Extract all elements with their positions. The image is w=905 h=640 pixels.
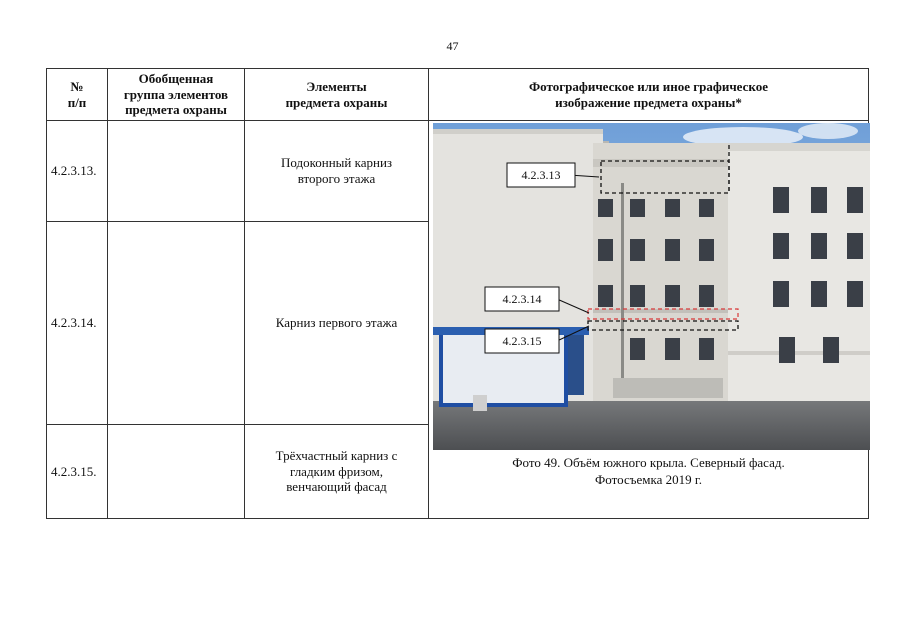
header-elements: Элементы предмета охраны	[245, 69, 429, 121]
row-element: Трёхчастный карниз с гладким фризом, венчающий фасад	[245, 425, 429, 519]
page-number: 47	[446, 39, 459, 53]
header-number: № п/п	[47, 69, 108, 121]
row-group	[108, 121, 245, 222]
row-number: 4.2.3.13.	[47, 121, 108, 222]
callout-4-2-3-14: 4.2.3.14	[502, 292, 542, 306]
row-number: 4.2.3.15.	[47, 425, 108, 519]
heritage-elements-table	[46, 68, 869, 519]
row-element: Карниз первого этажа	[245, 222, 429, 425]
callout-4-2-3-13: 4.2.3.13	[521, 168, 561, 182]
facade-photo	[433, 123, 870, 450]
table-header-row	[47, 69, 869, 121]
callout-4-2-3-15: 4.2.3.15	[502, 334, 542, 348]
row-group	[108, 222, 245, 425]
table-row	[47, 121, 869, 222]
header-group: Обобщенная группа элементов предмета охраны	[108, 69, 245, 121]
row-group	[108, 425, 245, 519]
row-element: Подоконный карниз второго этажа	[245, 121, 429, 222]
photo-cell	[429, 121, 869, 519]
row-number: 4.2.3.14.	[47, 222, 108, 425]
photo-caption: Фото 49. Объём южного крыла. Северный фасад. Фотосъемка 2019 г.	[512, 455, 785, 487]
header-photo: Фотографическое или иное графическое изображение предмета охраны*	[429, 69, 869, 121]
